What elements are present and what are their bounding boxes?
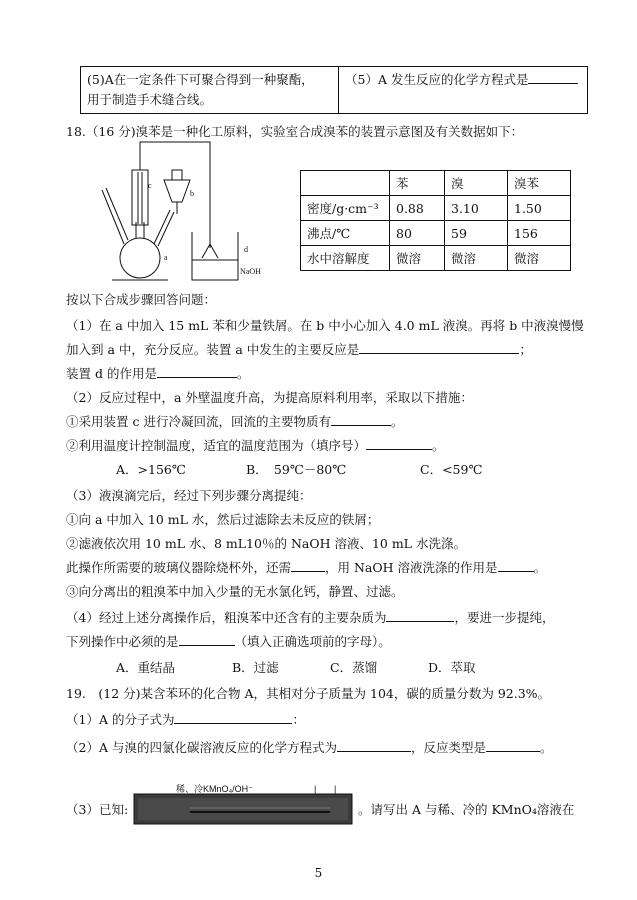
label-c: c (148, 181, 152, 190)
label-b: b (190, 189, 194, 198)
table-header-cell (301, 171, 390, 196)
top-left-line1: (5)A在一定条件下可聚合得到一种聚酯， (87, 72, 314, 87)
q19-title: 19. (12 分)某含苯环的化合物 A，其相对分子质量为 104，碳的质量分数为 92.3%。 (66, 686, 551, 701)
q18-p1-line2: 加入到 a 中，充分反应。装置 a 中发生的主要反应是 ； (66, 342, 532, 357)
table-cell: 沸点/℃ (301, 221, 390, 246)
page-number: 5 (314, 866, 323, 880)
table-header-cell: 苯 (390, 171, 445, 196)
answer-blank[interactable] (157, 365, 237, 378)
q18-p2-option-a: A．>156℃ (116, 462, 186, 477)
table-cell: 156 (508, 221, 571, 246)
table-header-cell: 溴苯 (508, 171, 571, 196)
q18-p3-line3: ②滤液依次用 10 mL 水、8 mL10％的 NaOH 溶液、10 mL 水洗涤。 (66, 536, 466, 551)
q18-intro: 按以下合成步骤回答问题： (66, 292, 217, 307)
answer-blank[interactable] (331, 413, 391, 426)
q19-p2: （2）A 与溴的四氯化碳溶液反应的化学方程式为 ，反应类型是 。 (66, 740, 553, 755)
label-d: d (244, 245, 248, 254)
svg-text:|: | (334, 784, 337, 794)
table-cell: 3.10 (445, 196, 508, 221)
q19-p3-prefix: （3）已知: (66, 802, 129, 817)
q18-p3-line1: （3）液溴滴完后，经过下列步骤分离提纯： (66, 488, 312, 503)
table-cell: 59 (445, 221, 508, 246)
table-cell: 微溶 (445, 246, 508, 271)
q18-p2-line3: ②利用温度计控制温度，适宜的温度范围为（填序号） 。 (66, 438, 445, 453)
bromobenzene-apparatus-diagram (92, 140, 282, 290)
answer-blank[interactable] (179, 633, 235, 646)
table-row (301, 246, 571, 271)
svg-text:|: | (314, 784, 317, 794)
q18-p3-line2: ①向 a 中加入 10 mL 水，然后过滤除去未反应的铁屑； (66, 512, 380, 527)
label-a: a (164, 253, 168, 262)
top-table (80, 66, 588, 114)
q18-p2-line1: （2）反应过程中，a 外壁温度升高，为提高原料利用率，采取以下措施： (66, 390, 473, 405)
reagent-label: 稀、冷KMnO₄/OH⁻ (176, 784, 253, 794)
answer-blank[interactable] (386, 609, 454, 622)
q18-p2-line2: ①采用装置 c 进行冷凝回流，回流的主要物质有 。 (66, 414, 404, 429)
answer-blank[interactable] (528, 71, 578, 84)
reaction-equation-image (130, 782, 356, 828)
answer-blank[interactable] (359, 341, 519, 354)
answer-blank[interactable] (174, 711, 292, 724)
q19-p3-suffix: 。请写出 A 与稀、冷的 KMnO₄溶液在 (358, 802, 575, 817)
answer-blank[interactable] (366, 437, 432, 450)
table-cell: 微溶 (508, 246, 571, 271)
answer-blank[interactable] (498, 559, 534, 572)
top-table-left-cell (81, 67, 339, 114)
table-cell: 0.88 (390, 196, 445, 221)
q18-p1-line1: （1）在 a 中加入 15 mL 苯和少量铁屑。在 b 中小心加入 4.0 mL 液溴。再将 b 中液溴慢慢 (66, 318, 584, 333)
q18-p4-option-a: A．重结晶 (116, 660, 176, 675)
properties-table (300, 170, 571, 271)
answer-blank[interactable] (337, 739, 411, 752)
q18-p4-line1: （4）经过上述分离操作后，粗溴苯中还含有的主要杂质为 ，要进一步提纯， (66, 610, 555, 625)
table-row (301, 196, 571, 221)
q18-p4-option-d: D．萃取 (428, 660, 476, 675)
answer-blank[interactable] (486, 739, 540, 752)
table-row (301, 221, 571, 246)
table-header-cell: 溴 (445, 171, 508, 196)
top-table-right-cell (339, 67, 588, 114)
table-header-row (301, 171, 571, 196)
q18-p1-line3: 装置 d 的作用是 。 (66, 366, 250, 381)
q18-p3-line5: ③向分离出的粗溴苯中加入少量的无水氯化钙，静置、过滤。 (66, 584, 404, 599)
q18-p2-option-c: C．<59℃ (420, 462, 483, 477)
q18-p4-option-b: B．过滤 (232, 660, 279, 675)
q18-p4-option-c: C．蒸馏 (330, 660, 378, 675)
answer-blank[interactable] (291, 559, 325, 572)
q18-p3-line4: 此操作所需要的玻璃仪器除烧杯外，还需 ，用 NaOH 溶液洗涤的作用是 。 (66, 560, 547, 575)
q18-p2-option-b: B． 59℃－80℃ (246, 462, 347, 477)
table-cell: 密度/g·cm⁻³ (301, 196, 390, 221)
table-cell: 微溶 (390, 246, 445, 271)
top-left-line2: 用于制造手术缝合线。 (87, 92, 213, 107)
q18-p4-line2: 下列操作中必须的是 （填入正确选项前的字母）。 (66, 634, 391, 649)
table-cell: 1.50 (508, 196, 571, 221)
table-cell: 80 (390, 221, 445, 246)
label-naoh: NaOH (240, 267, 261, 276)
q19-p1: （1）A 的分子式为 ： (66, 712, 305, 727)
table-cell: 水中溶解度 (301, 246, 390, 271)
top-right-text: （5）A 发生反应的化学方程式是 (345, 72, 529, 87)
q18-title: 18.（16 分)溴苯是一种化工原料，实验室合成溴苯的装置示意图及有关数据如下： (66, 124, 524, 139)
